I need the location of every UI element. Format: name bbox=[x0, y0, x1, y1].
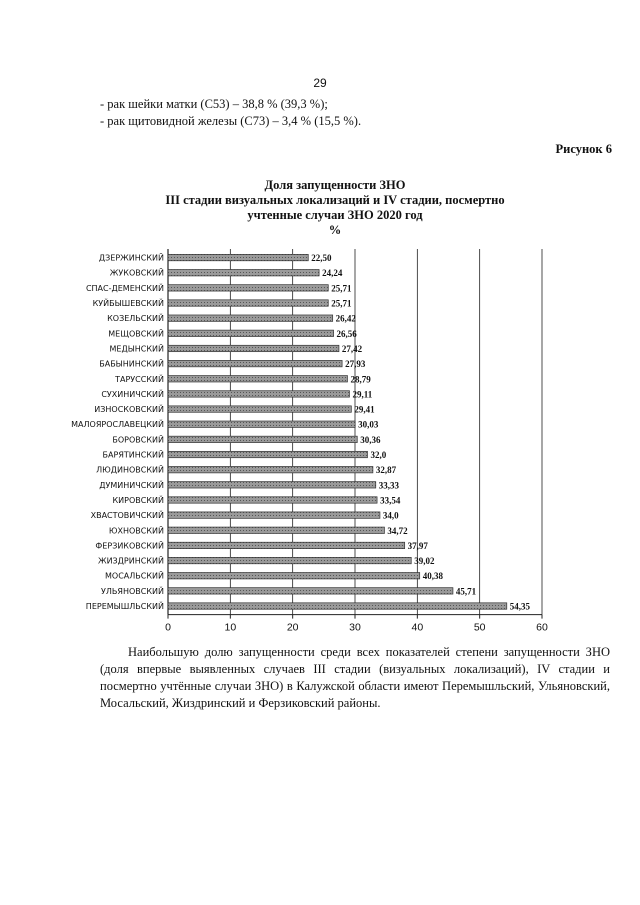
data-label: 34,72 bbox=[387, 525, 408, 536]
category-label: УЛЬЯНОВСКИЙ bbox=[101, 586, 164, 596]
bar bbox=[168, 573, 420, 579]
bullet-thyroid-cancer: - рак щитовидной железы (С73) – 3,4 % (15,5 %). bbox=[100, 114, 362, 128]
data-label: 30,36 bbox=[360, 434, 381, 445]
bar bbox=[168, 512, 380, 518]
data-label: 40,38 bbox=[422, 571, 443, 582]
figure-label: Рисунок 6 bbox=[555, 142, 612, 156]
category-label: МОСАЛЬСКИЙ bbox=[105, 571, 164, 581]
bar bbox=[168, 482, 376, 488]
data-label: 32,87 bbox=[375, 465, 397, 476]
category-label: ЮХНОВСКИЙ bbox=[108, 526, 164, 536]
data-label: 29,41 bbox=[354, 404, 375, 415]
category-label: БАРЯТИНСКИЙ bbox=[102, 450, 164, 460]
data-label: 32,0 bbox=[370, 450, 387, 461]
category-label: ИЗНОСКОВСКИЙ bbox=[94, 405, 164, 415]
data-label: 29,11 bbox=[352, 389, 373, 400]
bar bbox=[168, 557, 411, 563]
bar bbox=[168, 421, 355, 427]
data-label: 45,71 bbox=[455, 586, 477, 597]
bar bbox=[168, 527, 384, 533]
data-label: 26,42 bbox=[335, 313, 356, 324]
bar bbox=[168, 360, 342, 366]
category-label: ФЕРЗИКОВСКИЙ bbox=[95, 541, 164, 551]
x-tick-label: 50 bbox=[473, 621, 486, 634]
data-label: 26,56 bbox=[336, 328, 357, 339]
data-label: 34,0 bbox=[382, 510, 399, 521]
data-label: 54,35 bbox=[509, 601, 531, 612]
bar bbox=[168, 270, 319, 276]
chart-title bbox=[140, 178, 530, 238]
data-label: 27,93 bbox=[345, 359, 366, 370]
category-label: КОЗЕЛЬСКИЙ bbox=[107, 314, 164, 324]
category-label: МАЛОЯРОСЛАВЕЦКИЙ bbox=[71, 420, 164, 430]
category-label: ПЕРЕМЫШЛЬСКИЙ bbox=[85, 602, 164, 612]
category-label: СПАС-ДЕМЕНСКИЙ bbox=[85, 283, 164, 293]
chart-title-line: учтенные случаи ЗНО 2020 год bbox=[247, 208, 423, 222]
category-label: ЛЮДИНОВСКИЙ bbox=[96, 465, 164, 475]
bar bbox=[168, 254, 308, 260]
category-label: БАБЫНИНСКИЙ bbox=[99, 359, 164, 369]
bullet-list bbox=[100, 96, 361, 130]
bar bbox=[168, 588, 453, 594]
page-number: 29 bbox=[313, 76, 327, 90]
bar bbox=[168, 466, 373, 472]
bar bbox=[168, 603, 507, 609]
x-tick-label: 30 bbox=[349, 621, 361, 634]
category-label: КИРОВСКИЙ bbox=[112, 495, 164, 505]
bar bbox=[168, 315, 333, 321]
x-tick-label: 60 bbox=[536, 621, 548, 634]
summary-paragraph bbox=[100, 644, 610, 712]
summary-text: Наибольшую долю запущенности среди всех показателей степени запущенности ЗНО (доля впервые выявленных случаев III стадии (визуальных локализаций), IV стадии и посмертно учтённые случаи ЗНО) в Калужской области имеют Перемышльский, Ульяновский, Мосальский, Жиздринский и Ферзиковский районы. bbox=[100, 645, 610, 710]
data-label: 28,79 bbox=[350, 374, 371, 385]
category-label: ЖИЗДРИНСКИЙ bbox=[97, 556, 164, 566]
data-label: 22,50 bbox=[311, 253, 332, 264]
bar bbox=[168, 542, 405, 548]
data-label: 37,97 bbox=[407, 540, 428, 551]
data-label: 25,71 bbox=[331, 283, 352, 294]
category-label: ХВАСТОВИЧСКИЙ bbox=[90, 511, 164, 521]
bar bbox=[168, 345, 339, 351]
x-tick-label: 0 bbox=[165, 621, 171, 634]
x-tick-label: 40 bbox=[411, 621, 424, 634]
data-label: 33,54 bbox=[380, 495, 401, 506]
bar bbox=[168, 330, 334, 336]
data-label: 39,02 bbox=[414, 556, 435, 567]
data-label: 25,71 bbox=[331, 298, 352, 309]
category-label: МЕЩОВСКИЙ bbox=[108, 329, 164, 339]
data-label: 33,33 bbox=[378, 480, 400, 491]
data-label: 30,03 bbox=[358, 419, 379, 430]
chart-title-line: Доля запущенности ЗНО bbox=[264, 178, 406, 192]
category-label: БОРОВСКИЙ bbox=[112, 435, 164, 445]
bar bbox=[168, 497, 377, 503]
data-label: 27,42 bbox=[341, 343, 363, 354]
category-label: МЕДЫНСКИЙ bbox=[109, 344, 164, 354]
bar bbox=[168, 451, 367, 457]
bar bbox=[168, 300, 328, 306]
category-label: ДУМИНИЧСКИЙ bbox=[99, 480, 164, 490]
bar bbox=[168, 406, 351, 412]
bar-chart bbox=[60, 245, 560, 640]
bar bbox=[168, 436, 357, 442]
data-label: 24,24 bbox=[322, 268, 343, 279]
chart-title-line: % bbox=[328, 223, 342, 237]
category-label: СУХИНИЧСКИЙ bbox=[101, 389, 164, 399]
bar bbox=[168, 391, 349, 397]
category-label: ЖУКОВСКИЙ bbox=[109, 268, 164, 278]
x-tick-label: 20 bbox=[286, 621, 299, 634]
bar bbox=[168, 285, 328, 291]
category-label: ТАРУССКИЙ bbox=[115, 374, 164, 384]
bullet-cervical-cancer: - рак шейки матки (С53) – 38,8 % (39,3 %); bbox=[100, 97, 328, 111]
x-tick-label: 10 bbox=[224, 621, 237, 634]
category-label: КУЙБЫШЕВСКИЙ bbox=[92, 299, 164, 309]
bar bbox=[168, 376, 347, 382]
chart-title-line: III стадии визуальных локализаций и IV стадии, посмертно bbox=[165, 193, 505, 207]
category-label: ДЗЕРЖИНСКИЙ bbox=[98, 253, 164, 263]
